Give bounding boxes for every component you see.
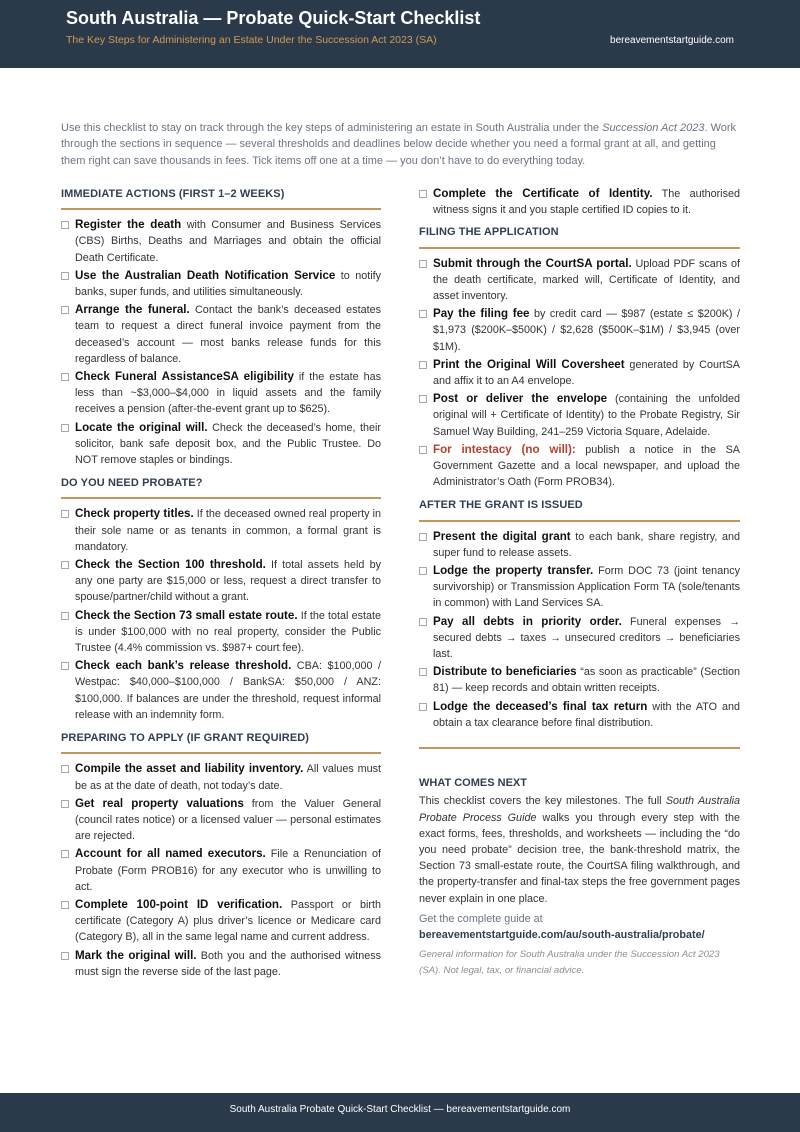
- item-lead: Register the death: [75, 218, 182, 232]
- checkbox[interactable]: [419, 668, 427, 676]
- item-text: Passport or birth certificate (Category A) plus driver’s licence or Medicare card (Category B), all in the same legal name and current address.: [75, 898, 381, 944]
- section-title: IMMEDIATE ACTIONS (FIRST 1–2 WEEKS): [61, 186, 381, 210]
- what-comes-next-title: WHAT COMES NEXT: [419, 777, 527, 790]
- item-lead: Arrange the funeral.: [75, 303, 190, 317]
- item-lead: Mark the original will.: [75, 948, 197, 962]
- checkbox[interactable]: [61, 424, 69, 432]
- item-lead: Check the Section 100 threshold.: [75, 558, 266, 572]
- item-lead: Complete 100-point ID verification.: [75, 897, 283, 911]
- checkbox[interactable]: [419, 310, 427, 318]
- checkbox[interactable]: [61, 662, 69, 670]
- checklist-item: [61, 846, 381, 895]
- item-text: File a Renunciation of Probate (Form PROB16) for any executor who is unwilling to act.: [75, 848, 381, 893]
- item-text: by credit card — $987 (estate ≤ $200K) / $1,973 ($200K–$500K) / $2,628 ($500K–$1M) / $3,945 (over $1M).: [433, 308, 740, 353]
- checkbox[interactable]: [61, 850, 69, 858]
- item-lead: Check Funeral AssistanceSA eligibility: [75, 370, 294, 384]
- item-lead: Check the Section 73 small estate route.: [75, 608, 298, 622]
- item-text: If the deceased owned real property in their sole name or as tenants in common, a formal grant is mandatory.: [75, 508, 381, 553]
- item-lead: Pay all debts in priority order.: [433, 614, 622, 628]
- intro-after: . Work through the sections in sequence — several thresholds and deadlines below decide whether you need a formal grant at all, and getting them right can save thousands in fees. Tick items off one at a time — you don’t have to do everything today.: [61, 122, 737, 167]
- checklist-item: [419, 664, 740, 696]
- item-lead: Compile the asset and liability inventory.: [75, 762, 304, 776]
- section-title: FILING THE APPLICATION: [419, 224, 740, 248]
- checkbox[interactable]: [419, 703, 427, 711]
- page-title: South Australia — Probate Quick-Start Checklist: [66, 8, 481, 28]
- right-sections: [419, 224, 740, 731]
- wcn-body-before: This checklist covers the key milestones. The full: [419, 795, 666, 808]
- checkbox[interactable]: [419, 533, 427, 541]
- item-text: Both you and the authorised witness must sign the reverse side of the last page.: [75, 949, 381, 978]
- item-lead: Lodge the property transfer.: [433, 564, 594, 578]
- checkbox[interactable]: [61, 510, 69, 518]
- checklist-item: [61, 608, 381, 657]
- checkbox[interactable]: [61, 561, 69, 569]
- checklist-item: [419, 306, 740, 355]
- checkbox[interactable]: [419, 260, 427, 268]
- checklist-section: [61, 730, 381, 980]
- item-text: if the estate has less than ~$3,000–$4,000 in liquid assets and the family receives a pension (after-the-event grant up to $625).: [75, 371, 381, 416]
- checklist-item: [419, 529, 740, 561]
- item-text: Form DOC 73 (joint tenancy survivorship) or Transmission Application Form TA (sole/tenants in common) with Land Services SA.: [433, 565, 740, 610]
- checklist-item: [61, 302, 381, 367]
- checklist-item: [419, 614, 740, 663]
- intro-paragraph: [61, 120, 740, 169]
- item-text: Funeral expenses → secured debts → taxes → unsecured creditors → beneficiaries last.: [433, 615, 740, 661]
- item-text: The authorised witness signs it and you staple certified ID copies to it.: [433, 188, 740, 217]
- left-column: [61, 186, 381, 987]
- checkbox[interactable]: [61, 373, 69, 381]
- checklist-item: [419, 186, 740, 218]
- item-lead: Use the Australian Death Notification Service: [75, 268, 336, 282]
- checklist-item: [61, 948, 381, 980]
- checklist-item: [61, 796, 381, 845]
- checklist-section: [419, 497, 740, 731]
- checkbox[interactable]: [61, 221, 69, 229]
- checklist-item: [61, 217, 381, 266]
- item-text: Check the deceased’s home, their solicitor, bank safe deposit box, and the Public Trustee. Do NOT remove staples or bindings.: [75, 421, 381, 467]
- checkbox[interactable]: [419, 395, 427, 403]
- item-text: to each bank, share registry, and super fund to release assets.: [433, 530, 740, 559]
- checklist-item: [61, 420, 381, 469]
- page-header: [0, 0, 800, 68]
- checklist-item: [61, 658, 381, 723]
- intro-act: Succession Act 2023: [602, 122, 705, 134]
- checkbox[interactable]: [61, 612, 69, 620]
- item-lead: Complete the Certificate of Identity.: [433, 187, 653, 200]
- checkbox[interactable]: [61, 901, 69, 909]
- footer-text: South Australia Probate Quick-Start Checklist — bereavementstartguide.com: [229, 1104, 571, 1115]
- item-text: generated by CourtSA and affix it to an A4 envelope.: [433, 358, 740, 388]
- right-column: [419, 186, 740, 978]
- disclaimer-note: General information for South Australia under the Succession Act 2023 (SA). Not legal, tax, or financial advice.: [419, 949, 720, 976]
- item-text: with the ATO and obtain a tax clearance before final distribution.: [433, 700, 740, 729]
- item-lead: Pay the filing fee: [433, 307, 530, 321]
- item-lead: Check property titles.: [75, 507, 194, 521]
- checklist-section: [419, 224, 740, 490]
- item-text: All values must be as at the date of death, not today’s date.: [75, 763, 381, 792]
- checkbox[interactable]: [61, 306, 69, 314]
- what-comes-next: [419, 775, 740, 978]
- checklist-item: [61, 761, 381, 793]
- checkbox[interactable]: [419, 446, 427, 454]
- checkbox[interactable]: [419, 618, 427, 626]
- what-comes-next-body: [419, 793, 740, 906]
- wcn-guide-title: South Australia Probate Process Guide: [419, 795, 740, 824]
- link-prefix: Get the complete guide at: [419, 912, 543, 925]
- item-text: If the total estate is under $100,000 with no real property, consider the Public Trustee (4.4% commission vs. $987+ court fee).: [75, 609, 381, 655]
- item-text: (containing the unfolded original will + Certificate of Identity) to the Probate Registry, Sir Samuel Way Building, 241–259 Victoria Square, Adelaide.: [433, 393, 740, 438]
- item-text: from the Valuer General (council rates notice) or a licensed valuer — personal estimates are rejected.: [75, 797, 381, 843]
- section-title: PREPARING TO APPLY (IF GRANT REQUIRED): [61, 730, 381, 754]
- checklist-item: [419, 442, 740, 491]
- guide-link[interactable]: bereavementstartguide.com/au/south-australia/probate/: [419, 928, 705, 941]
- item-text: If total assets held by any one party are $15,000 or less, request a direct transfer to spouse/partner/child without a grant.: [75, 559, 381, 604]
- checkbox[interactable]: [61, 800, 69, 808]
- checkbox[interactable]: [61, 272, 69, 280]
- guide-link-line: [419, 911, 740, 943]
- item-text: with Consumer and Business Services (CBS) Births, Deaths and Marriages and obtain the official Death Certificate.: [75, 219, 381, 264]
- page-subtitle: The Key Steps for Administering an Estate Under the Succession Act 2023 (SA): [66, 34, 437, 46]
- item-text: Contact the bank’s deceased estates team to request a direct funeral invoice payment from the deceased’s account — most banks release funds for this regardless of balance.: [75, 304, 381, 365]
- checklist-item: [419, 391, 740, 440]
- section-title: AFTER THE GRANT IS ISSUED: [419, 497, 740, 521]
- checkbox[interactable]: [419, 361, 427, 369]
- item-text: to notify banks, super funds, and utilities simultaneously.: [75, 269, 382, 299]
- checklist-item: [61, 897, 381, 946]
- checkbox[interactable]: [419, 567, 427, 575]
- checklist-item: [61, 369, 381, 418]
- item-lead: Locate the original will.: [75, 420, 208, 434]
- item-lead: Lodge the deceased’s final tax return: [433, 699, 648, 713]
- section-title: DO YOU NEED PROBATE?: [61, 475, 381, 499]
- item-lead: Submit through the CourtSA portal.: [433, 256, 632, 270]
- item-lead: Print the Original Will Coversheet: [433, 357, 625, 371]
- intro-before: Use this checklist to stay on track through the key steps of administering an estate in South Australia under the: [61, 122, 603, 134]
- checklist-item: [419, 699, 740, 731]
- item-lead: Post or deliver the envelope: [433, 392, 608, 406]
- item-lead: For intestacy (no will):: [433, 442, 576, 456]
- checklist-item: [419, 256, 740, 305]
- item-text: Upload PDF scans of the death certificate, marked will, Certificate of Identity, and asset inventory.: [433, 257, 740, 303]
- checkbox[interactable]: [61, 952, 69, 960]
- item-text: publish a notice in the SA Government Gazette and a local newspaper, and upload the Administrator’s Oath (Form PROB34).: [433, 443, 740, 489]
- item-lead: Get real property valuations: [75, 796, 244, 810]
- checklist-section: [61, 186, 381, 468]
- checklist-item: [61, 506, 381, 555]
- item-lead: Check each bank’s release threshold.: [75, 659, 292, 673]
- checklist-item: [419, 357, 740, 389]
- checklist-section: [61, 475, 381, 723]
- item-lead: Account for all named executors.: [75, 847, 266, 861]
- wcn-body-after: walks you through every step with the exact forms, fees, thresholds, and worksheets — including the “do you need probate” decision tree, the bank-threshold matrix, the Section 73 small-estate route, the CourtSA filing walkthrough, and the property-transfer and final-tax steps the free government pages never explain in one place.: [419, 811, 740, 905]
- checklist-item: [61, 557, 381, 606]
- item-lead: Present the digital grant: [433, 529, 571, 543]
- item-text: “as soon as practicable” (Section 81) — keep records and obtain written receipts.: [433, 666, 740, 695]
- checkbox[interactable]: [61, 765, 69, 773]
- item-text: CBA: $100,000 / Westpac: $40,000–$100,000 / BankSA: $50,000 / ANZ: $100,000. If balances are under the threshold, request informal release with an indemnity form.: [75, 660, 381, 721]
- checkbox[interactable]: [419, 190, 427, 198]
- checklist-item: [419, 563, 740, 612]
- site-name: bereavementstartguide.com: [610, 35, 734, 46]
- item-lead: Distribute to beneficiaries: [433, 665, 577, 679]
- section-divider: [419, 747, 740, 749]
- page-footer: [0, 1093, 800, 1132]
- checklist-item: [61, 268, 381, 300]
